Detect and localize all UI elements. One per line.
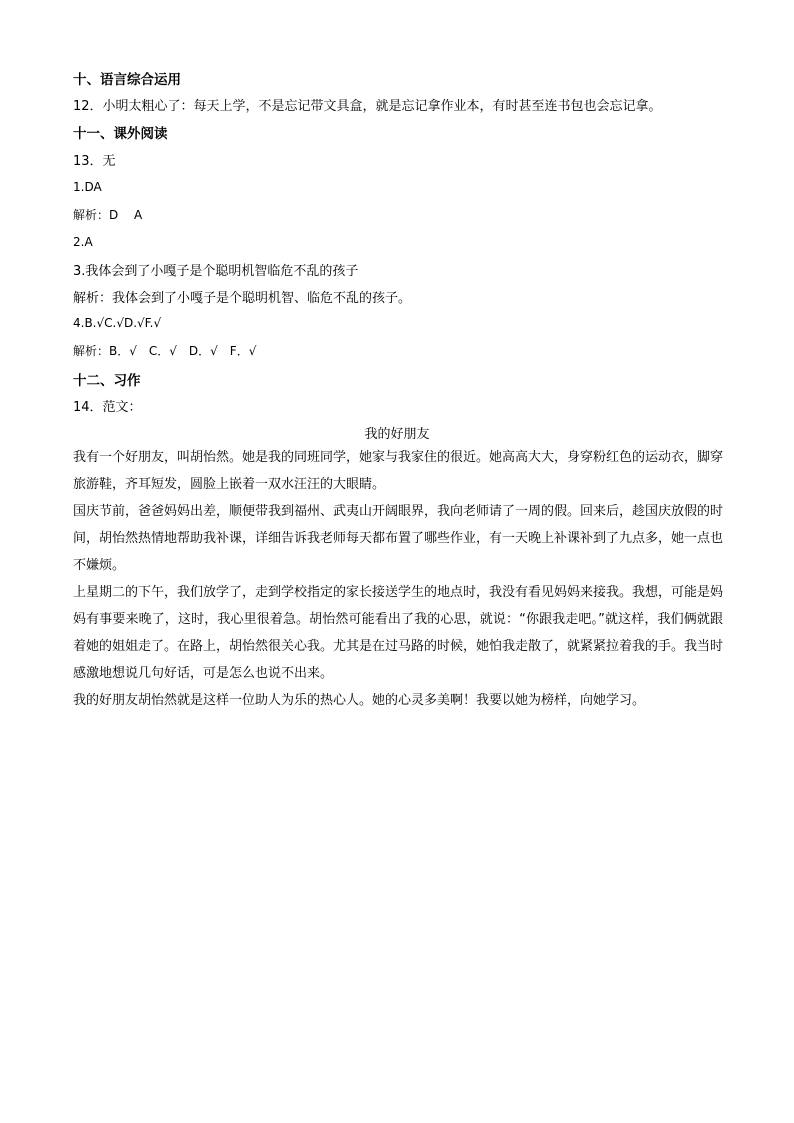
section-11-heading: 十一、课外阅读 [73, 126, 168, 142]
essay-paragraph: 我有一个好朋友，叫胡怡然。她是我的同班同学，她家与我家住的很近。她高高大大，身穿粉红色的运动衣，脚穿旅游鞋，齐耳短发，圆脸上嵌着一双水汪汪的大眼睛。 [73, 450, 724, 492]
section-10-heading: 十、语言综合运用 [73, 72, 181, 88]
answer-1: 1.DA [73, 180, 102, 194]
answer-4: 4.B.√C.√D.√F.√ [73, 316, 162, 330]
q12-answer: 12．小明太粗心了：每天上学，不是忘记带文具盒，就是忘记拿作业本，有时甚至连书包也会忘记拿。 [73, 99, 662, 114]
answer-2: 2.A [73, 235, 93, 249]
answer-4-explanation: 解析：B．√ C．√ D．√ F．√ [73, 344, 257, 358]
answer-1-explanation: 解析：D A [73, 208, 143, 222]
q13-label: 13．无 [73, 154, 116, 169]
essay-title: 我的好朋友 [364, 427, 430, 442]
answer-3: 3.我体会到了小嘎子是个聪明机智临危不乱的孩子 [73, 264, 359, 279]
essay-paragraph: 国庆节前，爸爸妈妈出差，顺便带我到福州、武夷山开阔眼界，我向老师请了一周的假。回来后，趁国庆放假的时间，胡怡然热情地帮助我补课，详细告诉我老师每天都布置了哪些作业，有一天晚上补课补到了九点多，她一点也不嫌烦。 [73, 504, 724, 573]
section-12-heading: 十二、习作 [73, 373, 141, 389]
essay-paragraph: 上星期二的下午，我们放学了，走到学校指定的家长接送学生的地点时，我没有看见妈妈来接我。我想，可能是妈妈有事要来晚了，这时，我心里很着急。胡怡然可能看出了我的心思，就说：“你跟我走吧。”就这样，我们俩就跟着她的姐姐走了。在路上，胡怡然很关心我。尤其是在过马路的时候，她怕我走散了，就紧紧拉着我的手。我当时感激地想说几句好话，可是怎么也说不出来。 [73, 585, 724, 681]
essay-paragraph: 我的好朋友胡怡然就是这样一位助人为乐的热心人。她的心灵多美啊！我要以她为榜样，向她学习。 [73, 693, 646, 708]
answer-3-explanation: 解析：我体会到了小嘎子是个聪明机智、临危不乱的孩子。 [73, 291, 412, 306]
q14-label: 14．范文： [73, 400, 142, 415]
